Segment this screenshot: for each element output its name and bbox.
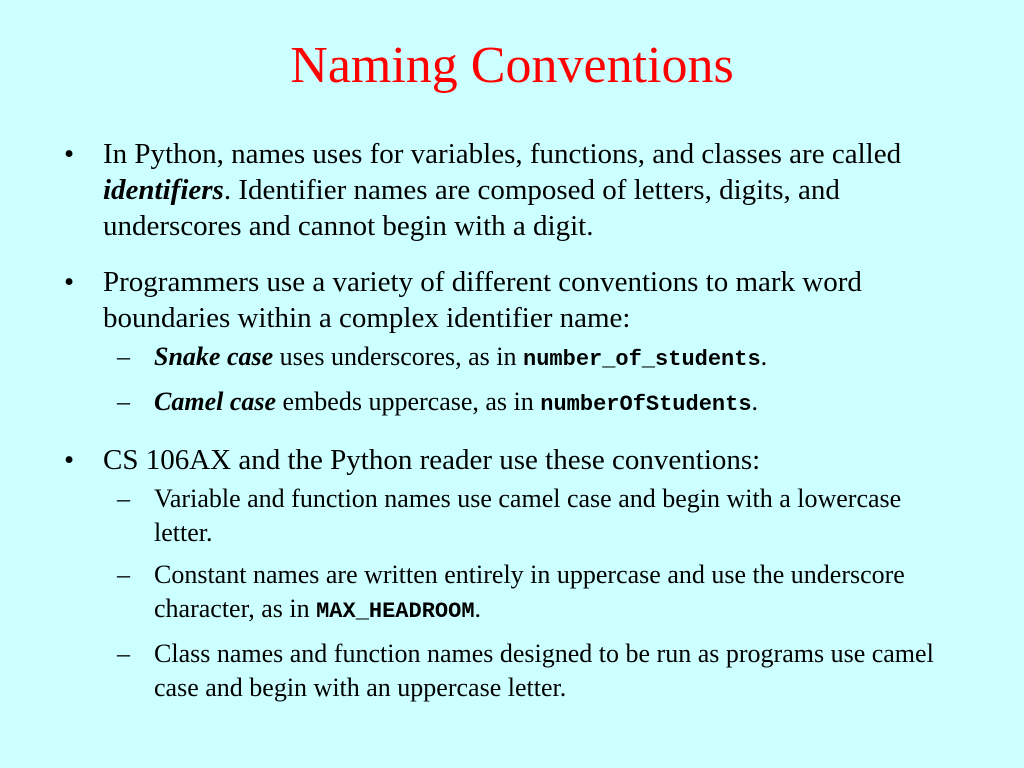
dash-marker: – bbox=[117, 560, 130, 589]
sub-bullet-constant-names bbox=[103, 558, 964, 629]
bullet-conventions bbox=[64, 264, 964, 422]
bullet-marker: • bbox=[64, 444, 75, 476]
sub-bullet-text: Variable and function names use camel case and begin with a lowercase letter. bbox=[154, 484, 902, 547]
bullet-marker: • bbox=[64, 138, 75, 170]
snake-case-term: Snake case bbox=[154, 342, 274, 371]
code-snippet: MAX_HEADROOM bbox=[316, 599, 475, 624]
sub-bullet-list bbox=[103, 482, 964, 705]
sub-bullet-text: Constant names are written entirely in uppercase and use the underscore character, as in bbox=[154, 560, 905, 623]
bullet-text-part: . Identifier names are composed of letters, digits, and underscores and cannot begin with a digit. bbox=[103, 174, 840, 242]
bullet-text bbox=[103, 138, 901, 242]
dash-marker: – bbox=[117, 342, 130, 371]
bullet-cs106ax bbox=[64, 442, 964, 705]
sub-bullet-text: uses underscores, as in bbox=[273, 342, 524, 371]
bullet-identifiers bbox=[64, 136, 964, 244]
camel-case-term: Camel case bbox=[154, 387, 277, 416]
sub-bullet-camel-case bbox=[103, 385, 964, 422]
punctuation: . bbox=[474, 594, 482, 623]
code-snippet: numberOfStudents bbox=[540, 392, 752, 417]
sub-bullet-class-names bbox=[103, 637, 964, 705]
code-snippet: number_of_students bbox=[523, 347, 761, 372]
punctuation: . bbox=[751, 387, 759, 416]
dash-marker: – bbox=[117, 639, 130, 668]
sub-bullet-variable-names bbox=[103, 482, 964, 550]
bullet-text: CS 106AX and the Python reader use these conventions: bbox=[103, 444, 761, 476]
sub-bullet-text: Class names and function names designed to be run as programs use camel case and begin with an uppercase letter. bbox=[154, 639, 934, 702]
bullet-text: Programmers use a variety of different conventions to mark word boundaries within a complex identifier name: bbox=[103, 266, 862, 334]
sub-bullet-text: embeds uppercase, as in bbox=[276, 387, 541, 416]
bullet-marker: • bbox=[64, 266, 75, 298]
bullet-list bbox=[64, 136, 964, 725]
dash-marker: – bbox=[117, 387, 130, 416]
dash-marker: – bbox=[117, 484, 130, 513]
bullet-text-part: In Python, names uses for variables, functions, and classes are called bbox=[103, 138, 902, 170]
sub-bullet-snake-case bbox=[103, 340, 964, 377]
identifiers-term: identifiers bbox=[103, 174, 224, 206]
punctuation: . bbox=[760, 342, 768, 371]
slide-title: Naming Conventions bbox=[290, 37, 734, 94]
sub-bullet-list bbox=[103, 340, 964, 422]
